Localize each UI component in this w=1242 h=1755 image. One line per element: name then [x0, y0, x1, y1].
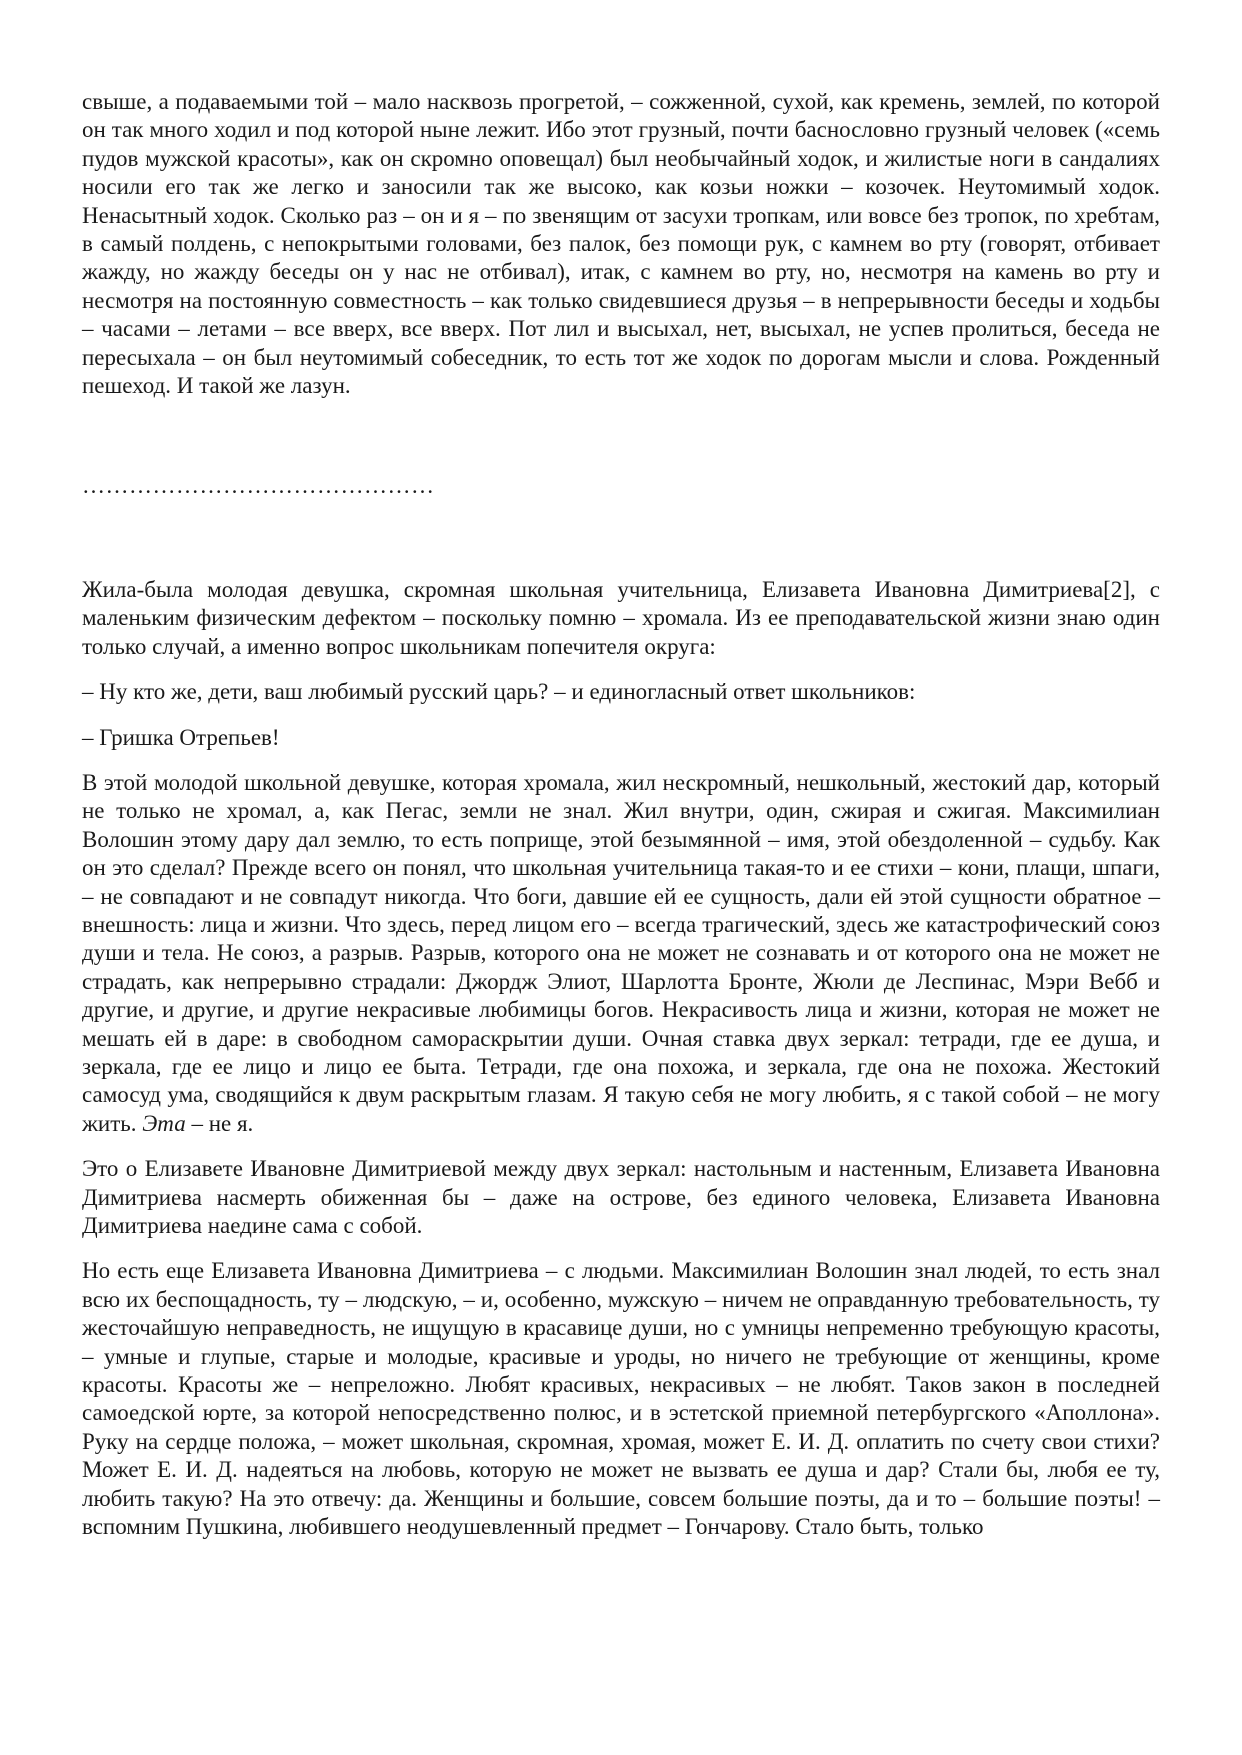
paragraph-voloshin-walker: свыше, а подаваемыми той – мало насквозь прогретой, – сожженной, сухой, как кремень, землей, по которой он так много ходил и под которой ныне лежит. Ибо этот грузный, почти баснословно грузный человек («семь пудов мужской красоты», как он скромно оповещал) был необычайный ходок, и жилистые ноги в сандалиях носили его так же легко и заносили так же высоко, как козьи ножки – козочек. Неутомимый ходок. Ненасытный ходок. Сколько раз – он и я – по звенящим от засухи тропкам, или вовсе без тропок, по хребтам, в самый полдень, с непокрытыми головами, без палок, без помощи рук, с камнем во рту (говорят, отбивает жажду, но жажду беседы он у нас не отбивал), итак, с камнем во рту, но, несмотря на камень во рту и несмотря на постоянную совместность – как только свидевшиеся друзья – в непрерывности беседы и ходьбы – часами – летами – все вверх, все вверх. Пот лил и высыхал, нет, высыхал, не успев пролиться, беседа не пересыхала – он был неутомимый собеседник, то есть тот же ходок по дорогам мысли и слова. Рожденный пешеход. И такой же лазун.	[82, 89, 1160, 399]
document-page	[82, 88, 1160, 1541]
section-separator: ………………………………………	[82, 473, 435, 499]
paragraph-gift-tail: – не я.	[191, 1110, 254, 1136]
paragraph-with-people: Но есть еще Елизавета Ивановна Димитриева – с людьми. Максимилиан Волошин знал людей, то есть знал всю их беспощадность, ту – людскую, – и, особенно, мужскую – ничем не оправданную требовательность, ту жесточайшую неправедность, не ищущую в красавице души, но с умницы непременно требующую красоты, – умные и глупые, старые и молодые, красивые и уроды, но ничего не требующие от женщины, кроме красоты. Красоты же – непреложно. Любят красивых, некрасивых – не любят. Таков закон в последней самоедской юрте, за которой непосредственно полюс, и в эстетской приемной петербургского «Аполлона». Руку на сердце положа, – может школьная, скромная, хромая, может Е. И. Д. оплатить по счету свои стихи? Может Е. И. Д. надеяться на любовь, которую не может не вызвать ее душа и дар? Стали бы, любя ее ту, любить такую? На это отвечу: да. Женщины и большие, совсем большие поэты, да и то – большие поэты! – вспомним Пушкина, любившего неодушевленный предмет – Гончарову. Стало быть, только	[82, 1258, 1160, 1540]
paragraph-dimitrieva-intro: Жила-была молодая девушка, скромная школьная учительница, Елизавета Ивановна Димитриева[2], с маленьким физическим дефектом – поскольку помню – хромала. Из ее преподавательской жизни знаю один только случай, а именно вопрос школьникам попечителя округа:	[82, 576, 1160, 659]
paragraph-gift-main: В этой молодой школьной девушке, которая хромала, жил нескромный, нешкольный, жестокий дар, который не только не хромал, а, как Пегас, земли не знал. Жил внутри, один, сжирая и сжигая. Максимилиан Волошин этому дару дал землю, то есть поприще, этой безымянной – имя, этой обездоленной – судьбу. Как он это сделал? Прежде всего он понял, что школьная учительница такая-то и ее стихи – кони, плащи, шпаги, – не совпадают и не совпадут никогда. Что боги, давшие ей ее сущность, дали ей этой сущности обратное – внешность: лица и жизни. Что здесь, перед лицом его – всегда трагический, здесь же катастрофический союз души и тела. Не союз, а разрыв. Разрыв, которого она не может не сознавать и от которого она не может не страдать, как непрерывно страдали: Джордж Элиот, Шарлотта Бронте, Жюли де Леспинас, Мэри Вебб и другие, и другие, и другие некрасивые любимицы богов. Некрасивость лица и жизни, которая не может не мешать ей в даре: в свободном самораскрытии души. Очная ставка двух зеркал: тетради, где ее душа, и зеркала, где ее лицо и лицо ее быта. Тетради, где она похожа, и зеркала, где она не похожа. Жестокий самосуд ума, сводящийся к двум раскрытым глазам. Я такую себя не могу любить, я с такой собой – не могу жить.	[82, 769, 1160, 1136]
paragraph-answer: – Гришка Отрепьев!	[82, 724, 280, 750]
paragraph-question: – Ну кто же, дети, ваш любимый русский царь? – и единогласный ответ школьников:	[82, 679, 916, 705]
paragraph-two-mirrors: Это о Елизавете Ивановне Димитриевой между двух зеркал: настольным и настенным, Елизавета Ивановна Димитриева насмерть обиженная бы – даже на острове, без единого человека, Елизавета Ивановна Димитриева наедине сама с собой.	[82, 1156, 1160, 1238]
paragraph-gift	[82, 769, 1160, 1138]
paragraph-gift-emphasis: Эта	[142, 1110, 186, 1136]
